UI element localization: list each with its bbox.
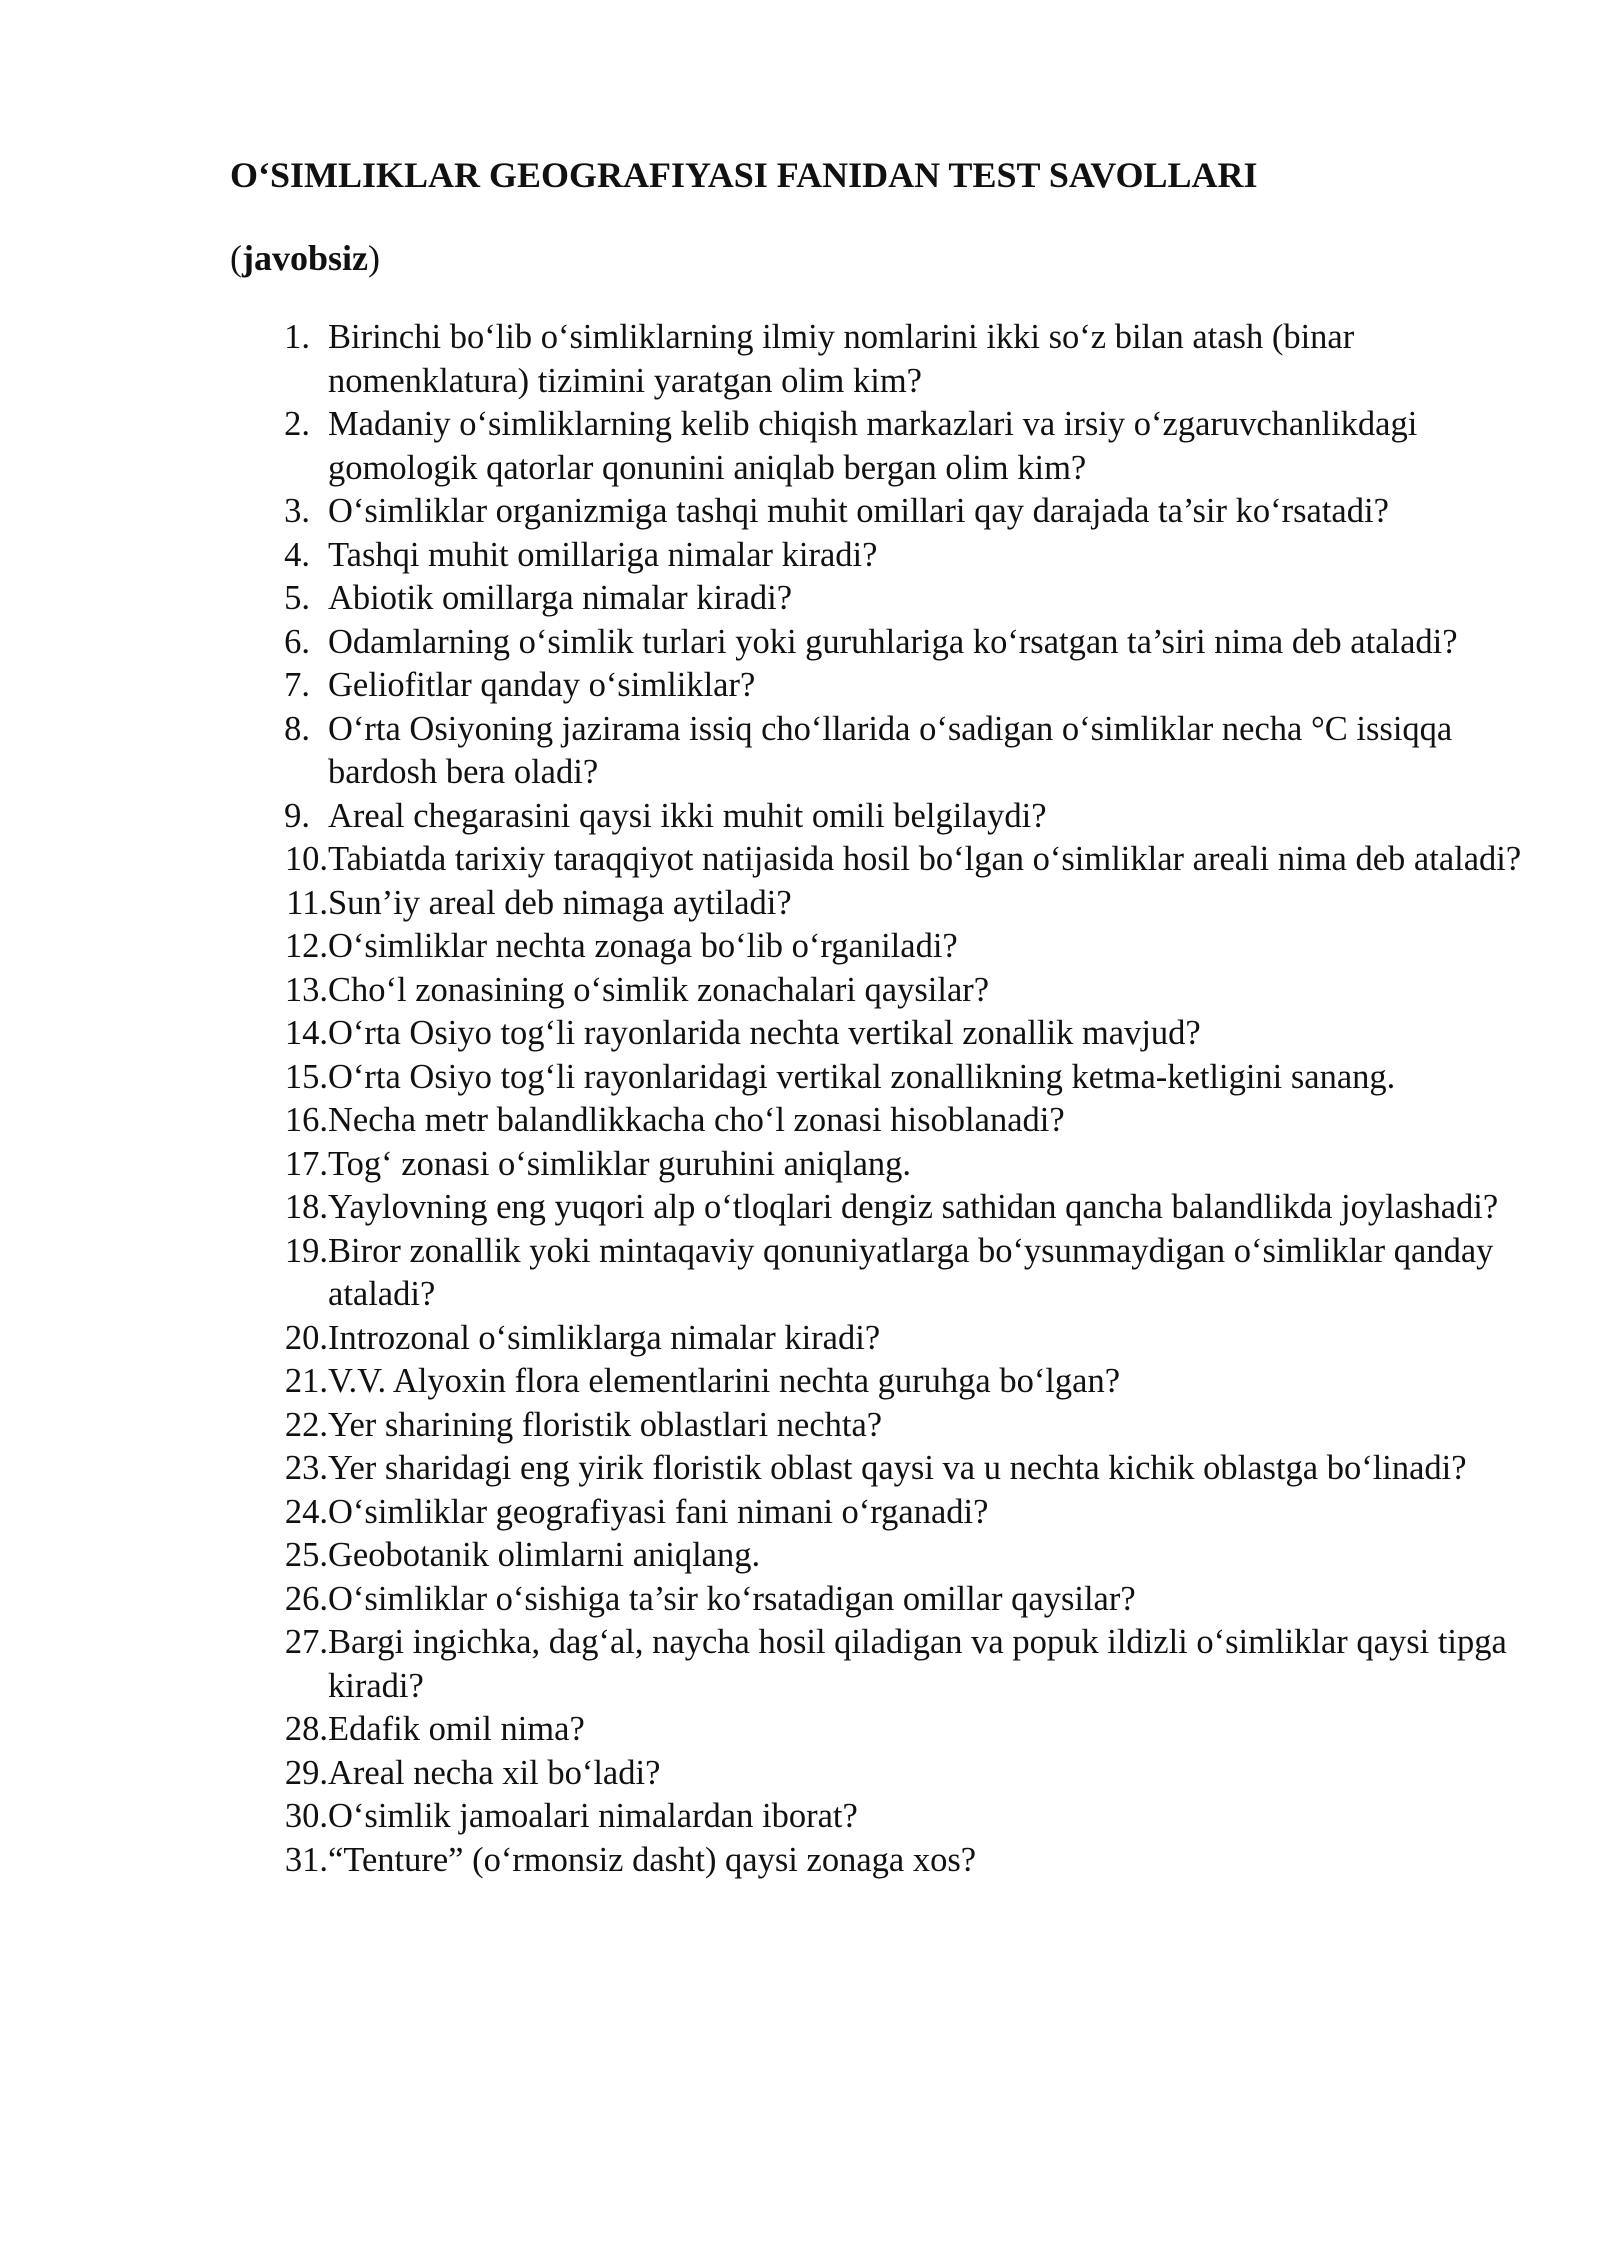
question-item — [230, 1447, 1530, 1491]
question-number: 18. — [284, 1188, 328, 1226]
question-item — [230, 1404, 1530, 1448]
question-text: Yer sharidagi eng yirik floristik oblast qaysi va u nechta kichik oblastga bo‘linadi? — [328, 1449, 1467, 1487]
question-number: 8. — [284, 709, 310, 748]
question-item — [230, 708, 1530, 795]
question-item — [230, 838, 1530, 882]
question-text: Yaylovning eng yuqori alp o‘tloqlari dengiz sathidan qancha balandlikda joylashadi? — [328, 1188, 1499, 1226]
question-number: 15. — [284, 1057, 328, 1096]
question-text: Geliofitlar qanday o‘simliklar? — [328, 666, 756, 704]
question-item — [230, 1099, 1530, 1143]
question-text: O‘rta Osiyo tog‘li rayonlaridagi vertikal zonallikning ketma-ketligini sanang. — [328, 1057, 1396, 1096]
question-number: 10. — [284, 840, 328, 878]
question-number: 7. — [284, 666, 310, 704]
question-text: Madaniy o‘simliklarning kelib chiqish markazlari va irsiy o‘zgaruvchanlikdagi gomologik qatorlar qonunini aniqlab bergan olim kim? — [328, 405, 1418, 487]
question-text: O‘rta Osiyoning jazirama issiq cho‘llarida o‘sadigan o‘simliklar necha °C issiqqa bardosh bera oladi? — [328, 709, 1453, 791]
subtitle-close-paren: ) — [368, 238, 380, 278]
question-number: 6. — [284, 622, 310, 661]
question-text: Necha metr balandlikkacha cho‘l zonasi hisoblanadi? — [328, 1101, 1065, 1139]
question-number: 4. — [284, 535, 310, 574]
question-text: Bargi ingichka, dag‘al, naycha hosil qiladigan va popuk ildizli o‘simliklar qaysi tipga kiradi? — [328, 1623, 1507, 1705]
question-text: O‘simliklar organizmiga tashqi muhit omillari qay darajada ta’sir ko‘rsatadi? — [328, 492, 1389, 530]
question-item — [230, 925, 1530, 969]
question-number: 29. — [284, 1753, 328, 1792]
question-item — [230, 403, 1530, 490]
question-text: Introzonal o‘simliklarga nimalar kiradi? — [328, 1318, 881, 1357]
question-item — [230, 1360, 1530, 1404]
question-text: V.V. Alyoxin flora elementlarini nechta guruhga bo‘lgan? — [328, 1362, 1121, 1400]
question-item — [230, 1230, 1530, 1317]
question-item — [230, 1621, 1530, 1708]
question-item — [230, 577, 1530, 621]
question-number: 9. — [284, 796, 310, 835]
question-item — [230, 1708, 1530, 1752]
question-item — [230, 534, 1530, 578]
question-item — [230, 1491, 1530, 1535]
question-item — [230, 1317, 1530, 1361]
question-number: 11. — [286, 883, 328, 922]
question-text: O‘simliklar nechta zonaga bo‘lib o‘rganiladi? — [328, 927, 958, 965]
question-item — [230, 1752, 1530, 1796]
question-text: Tog‘ zonasi o‘simliklar guruhini aniqlang. — [328, 1144, 912, 1183]
question-number: 3. — [284, 492, 310, 530]
question-number: 1. — [284, 318, 310, 356]
question-number: 24. — [284, 1492, 328, 1531]
question-number: 16. — [284, 1101, 328, 1139]
question-text: “Tenture” (o‘rmonsiz dasht) qaysi zonaga xos? — [328, 1840, 977, 1879]
question-item — [230, 1534, 1530, 1578]
question-text: Tabiatda tarixiy taraqqiyot natijasida hosil bo‘lgan o‘simliklar areali nima deb ataladi? — [328, 840, 1522, 878]
page-subtitle — [230, 233, 380, 283]
question-number: 22. — [284, 1405, 328, 1444]
question-item — [230, 1839, 1530, 1883]
question-number: 14. — [284, 1014, 328, 1052]
question-text: O‘rta Osiyo tog‘li rayonlarida nechta vertikal zonallik mavjud? — [328, 1014, 1201, 1052]
question-number: 31. — [284, 1840, 328, 1879]
question-item — [230, 664, 1530, 708]
question-number: 13. — [284, 970, 328, 1009]
question-number: 17. — [284, 1144, 328, 1183]
subtitle-open-paren: ( — [230, 238, 242, 278]
question-number: 12. — [284, 927, 328, 965]
question-text: Edafik omil nima? — [328, 1710, 585, 1748]
question-number: 27. — [284, 1623, 328, 1661]
question-text: Tashqi muhit omillariga nimalar kiradi? — [328, 535, 878, 574]
question-text: Geobotanik olimlarni aniqlang. — [328, 1536, 761, 1574]
question-number: 28. — [284, 1710, 328, 1748]
question-text: O‘simlik jamoalari nimalardan iborat? — [328, 1797, 858, 1835]
question-text: Odamlarning o‘simlik turlari yoki guruhlariga ko‘rsatgan ta’siri nima deb ataladi? — [328, 622, 1458, 661]
question-item — [230, 1578, 1530, 1622]
question-text: Areal chegarasini qaysi ikki muhit omili belgilaydi? — [328, 796, 1047, 835]
question-item — [230, 316, 1530, 403]
question-number: 23. — [284, 1449, 328, 1487]
question-text: Birinchi bo‘lib o‘simliklarning ilmiy nomlarini ikki so‘z bilan atash (binar nomenklatura) tizimini yaratgan olim kim? — [328, 318, 1355, 400]
question-item — [230, 1186, 1530, 1230]
question-text: Sun’iy areal deb nimaga aytiladi? — [328, 883, 792, 922]
subtitle-text: javobsiz — [242, 238, 368, 278]
question-item — [230, 882, 1530, 926]
question-number: 20. — [284, 1318, 328, 1357]
question-text: O‘simliklar o‘sishiga ta’sir ko‘rsatadigan omillar qaysilar? — [328, 1579, 1136, 1618]
question-item — [230, 795, 1530, 839]
question-text: Abiotik omillarga nimalar kiradi? — [328, 579, 793, 617]
question-item — [230, 621, 1530, 665]
question-item — [230, 969, 1530, 1013]
question-text: Yer sharining floristik oblastlari nechta? — [328, 1405, 883, 1444]
question-item — [230, 490, 1530, 534]
question-number: 5. — [284, 579, 310, 617]
question-number: 25. — [284, 1536, 328, 1574]
question-item — [230, 1012, 1530, 1056]
question-item — [230, 1795, 1530, 1839]
question-number: 30. — [284, 1797, 328, 1835]
page-title: O‘SIMLIKLAR GEOGRAFIYASI FANIDAN TEST SAVOLLARI — [230, 155, 1258, 195]
question-text: Biror zonallik yoki mintaqaviy qonuniyatlarga bo‘ysunmaydigan o‘simliklar qanday ataladi? — [328, 1231, 1494, 1313]
question-number: 2. — [284, 405, 310, 443]
question-text: Cho‘l zonasining o‘simlik zonachalari qaysilar? — [328, 970, 990, 1009]
question-text: Areal necha xil bo‘ladi? — [328, 1753, 661, 1792]
question-list — [230, 316, 1530, 1882]
question-number: 21. — [284, 1362, 328, 1400]
question-text: O‘simliklar geografiyasi fani nimani o‘rganadi? — [328, 1492, 989, 1531]
question-number: 26. — [284, 1579, 328, 1618]
question-item — [230, 1056, 1530, 1100]
question-number: 19. — [284, 1231, 328, 1270]
question-item — [230, 1143, 1530, 1187]
